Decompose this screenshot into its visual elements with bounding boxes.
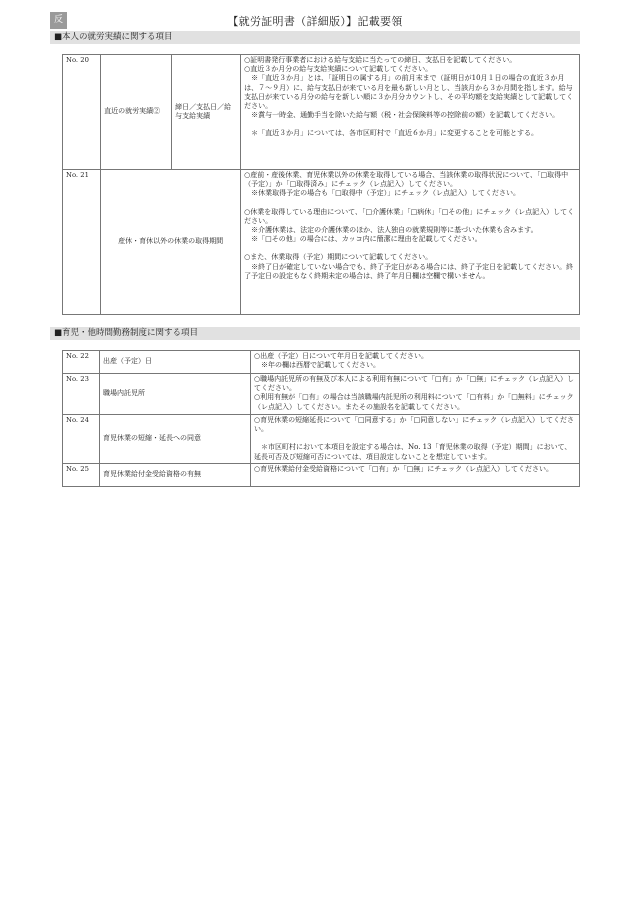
description-line: ＊「直近３か月」については、各市区町村で「直近６か月」に変更することを可能とする。 [244, 129, 538, 138]
row-number: No. 24 [63, 415, 100, 464]
table-row [63, 170, 580, 315]
row-sublabel: 締日／支払日／給与支給実績 [172, 55, 241, 170]
row-number: No. 23 [63, 374, 100, 415]
row-description [251, 464, 580, 487]
description-line: ○職場内託児所の有無及び本人による利用有無について「□有」か「□無」にチェック（レ点記入）してください。 [254, 375, 574, 393]
row-label: 直近の就労実績② [101, 55, 172, 170]
row-description [251, 374, 580, 415]
section-heading-childcare: ■育児・他時間勤務制度に関する項目 [50, 327, 580, 340]
work-record-table [62, 54, 580, 315]
table-row [63, 55, 580, 170]
row-label: 出産（予定）日 [100, 351, 251, 374]
row-label: 産休・育休以外の休業の取得期間 [101, 170, 241, 315]
description-line: ○直近３か月分の給与支給実績について記載してください。 [244, 65, 433, 74]
description-line: ○休業を取得している理由について、「□介護休業」「□病休」「□その他」にチェック（レ点記入）してください。 [244, 207, 575, 225]
row-label: 育児休業給付金受給資格の有無 [100, 464, 251, 487]
row-number: No. 25 [63, 464, 100, 487]
description-line: ○利用有無が「□有」の場合は当該職場内託児所の利用料について「□有料」か「□無料」にチェック（レ点記入）してください。またその施設名を記載してください。 [254, 393, 574, 411]
description-line: ※「□その他」の場合には、カッコ内に簡潔に理由を記載してください。 [244, 235, 482, 244]
description-line: ※賞与一時金、通勤手当を除いた給与額（税・社会保険料等の控除前の額）を記載してください。 [244, 111, 560, 120]
row-description [241, 170, 580, 315]
childcare-table [62, 350, 580, 487]
line-gap [244, 199, 576, 208]
row-description [251, 351, 580, 374]
description-line: ○育児休業の短縮延長について「□同意する」か「□同意しない」にチェック（レ点記入）してください。 [254, 416, 574, 434]
row-description [251, 415, 580, 464]
section-heading-work-record: ■本人の就労実績に関する項目 [50, 31, 580, 44]
description-line: ※休業取得予定の場合も「□取得中（予定）」にチェック（レ点記入）してください。 [244, 189, 521, 198]
document-badge: 反 [50, 12, 67, 29]
description-line: ※終了日が確定していない場合でも、終了予定日がある場合には、終了予定日を記載してください。終了予定日の設定もなく終期未定の場合は、終了年月日欄は空欄で構いません。 [244, 262, 574, 280]
description-line: ※年の欄は西暦で記載してください。 [254, 361, 380, 370]
description-line: ○育児休業給付金受給資格について「□有」か「□無」にチェック（レ点記入）してください。 [254, 465, 553, 473]
description-line: ○証明書発行事業者における給与支給に当たっての締日、支払日を記載してください。 [244, 56, 517, 64]
table-row [63, 351, 580, 374]
row-label: 育児休業の短縮・延長への同意 [100, 415, 251, 464]
row-label: 職場内託児所 [100, 374, 251, 415]
description-line: ※「直近３か月」とは、「証明日の属する月」の前月末まで（証明日が10月１日の場合の直近３か月は、７～９月）に、給与支払日が来ている月を最も新しい月とし、当該月から３か月間を指します。給与支払日が来ている月分の給与を新しい順に３か月分カウントし、その平均額を支給実績として記載してください。 [244, 74, 574, 111]
description-line: ※介護休業は、法定の介護休業のほか、法人独自の就業規則等に基づいた休業も含みます。 [244, 226, 538, 235]
description-line: ＊市区町村において本項目を設定する場合は、No. 13「育児休業の取得（予定）期間」において、延長可否及び短縮可否については、項目設定しないことを想定しています。 [254, 443, 572, 461]
row-description [241, 55, 580, 170]
table-row [63, 374, 580, 415]
description-line: ○出産（予定）日について年月日を記載してください。 [254, 352, 428, 360]
table-row [63, 415, 580, 464]
description-line: ○また、休業取得（予定）期間について記載してください。 [244, 253, 433, 262]
row-number: No. 22 [63, 351, 100, 374]
row-number: No. 21 [63, 170, 101, 315]
page-title: 【就労証明書（詳細版）】記載要領 [227, 15, 403, 28]
description-line: ○産前・産後休業、育児休業以外の休業を取得している場合、当該休業の取得状況について、「□取得中（予定）」か「□取得済み」にチェック（レ点記入）してください。 [244, 171, 569, 189]
row-number: No. 20 [63, 55, 101, 170]
table-row [63, 464, 580, 487]
